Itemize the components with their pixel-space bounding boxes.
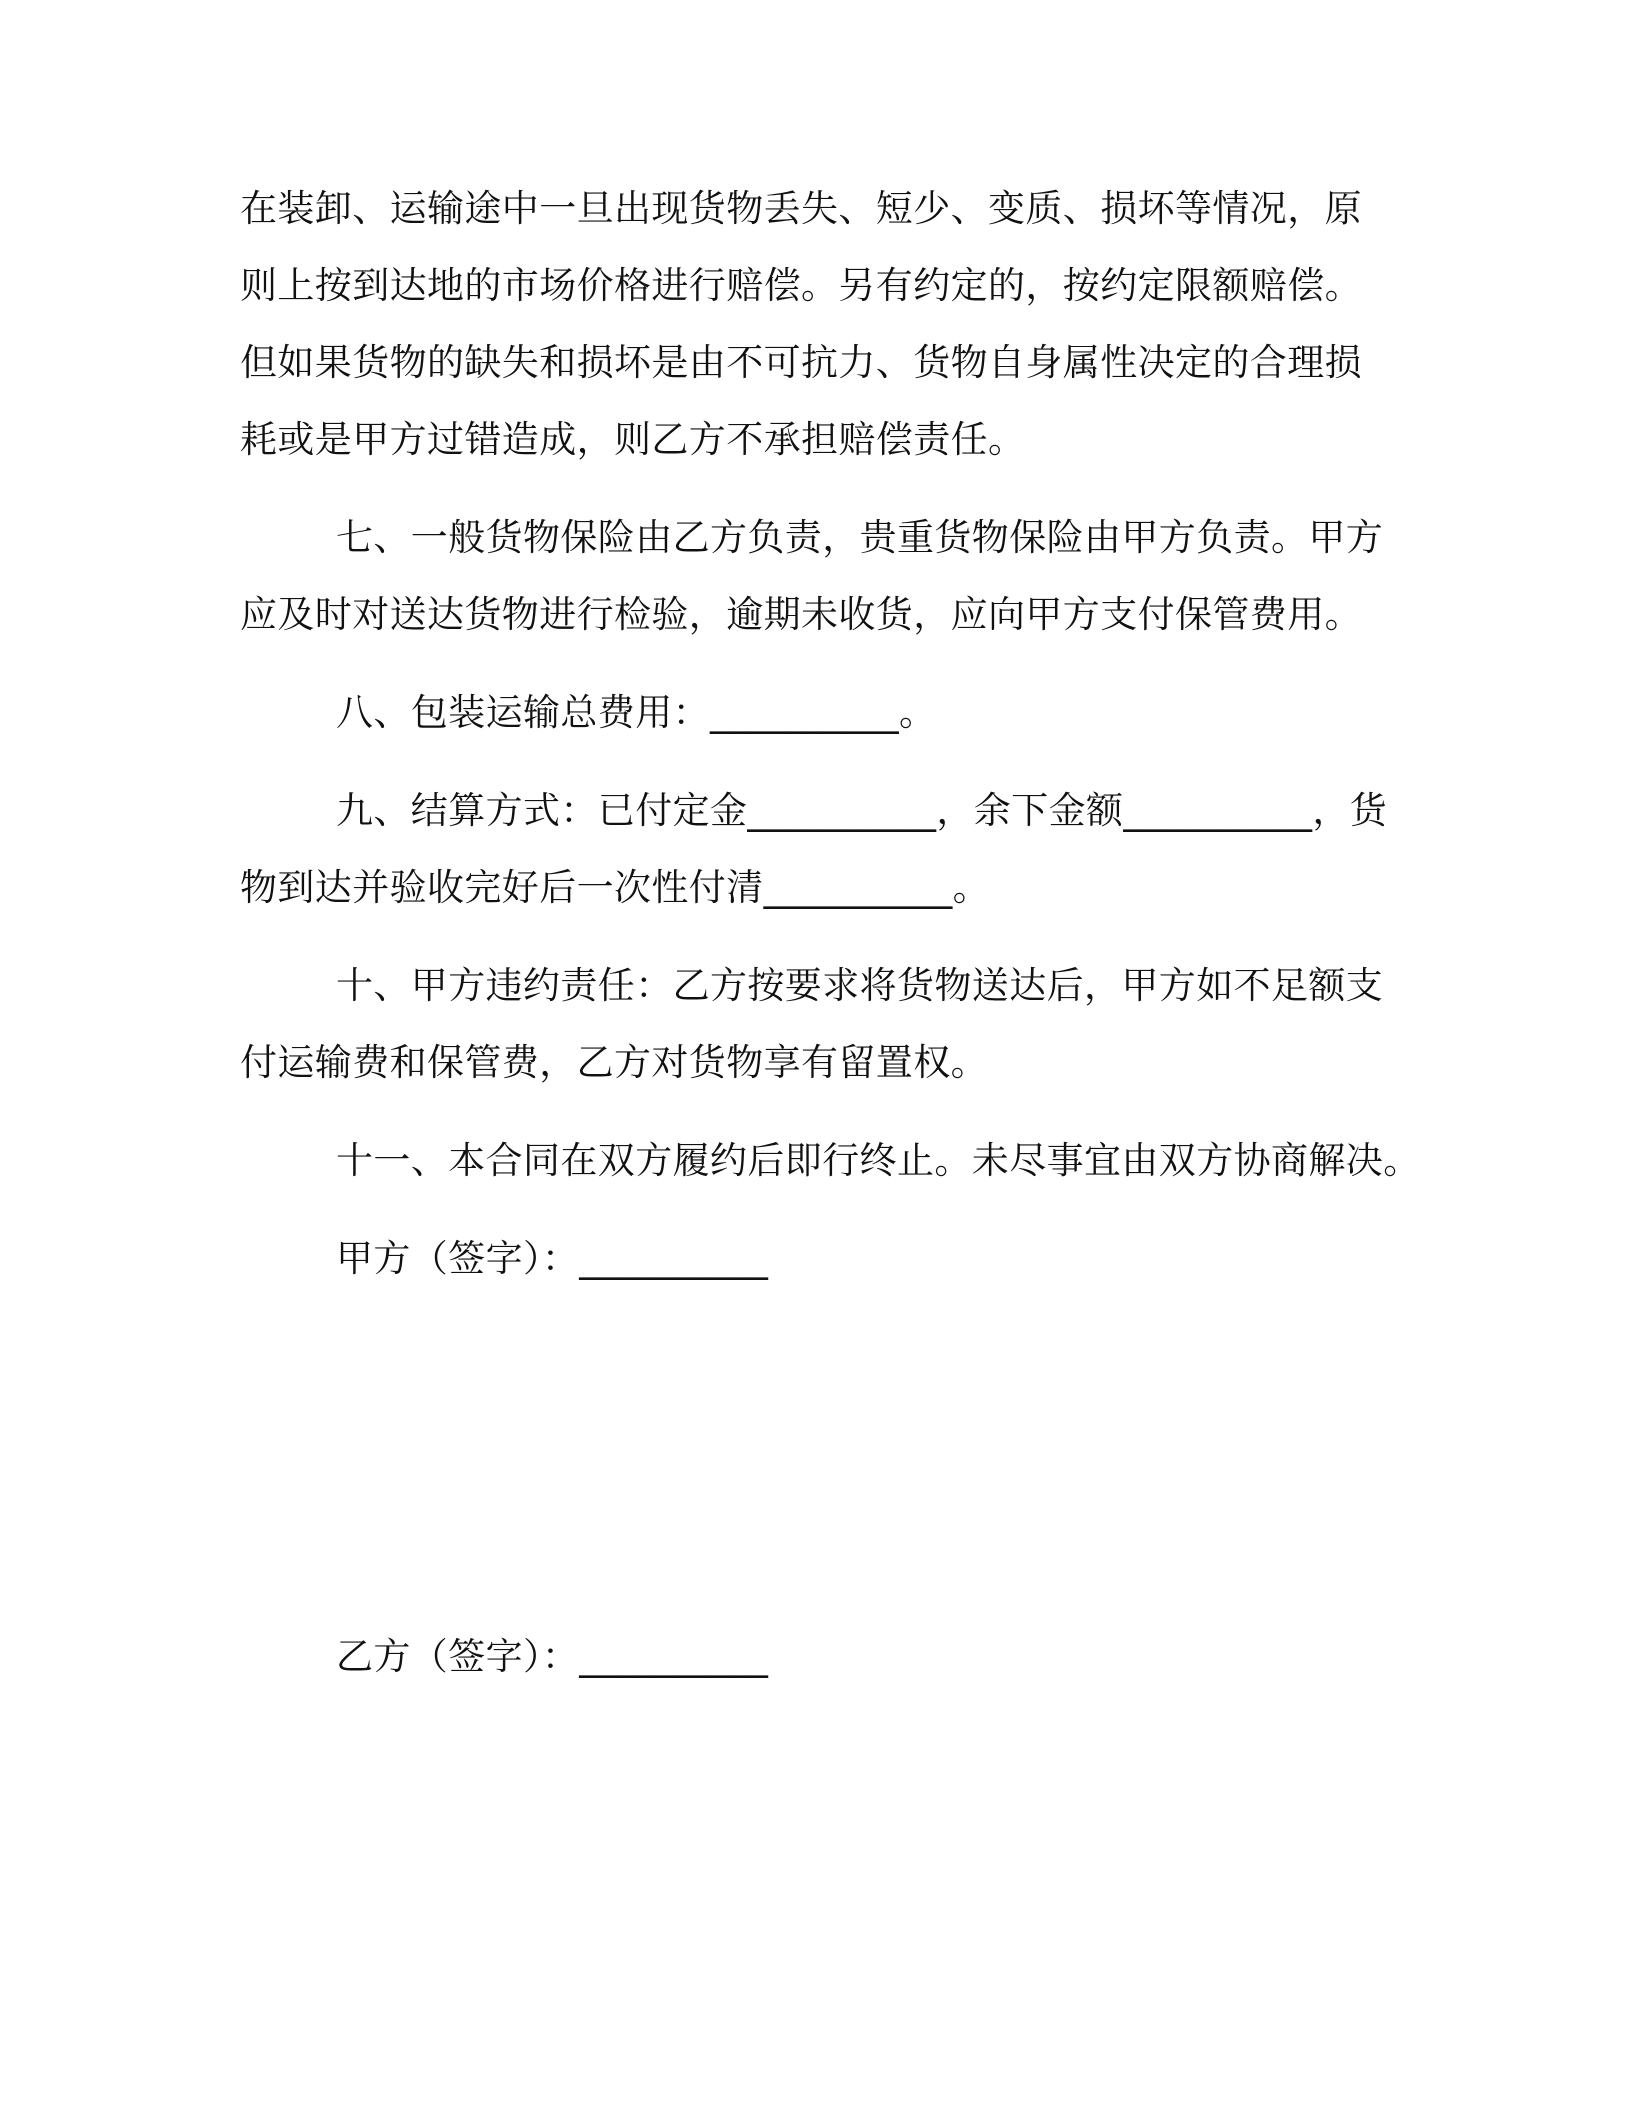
clause-11 [240,1139,1421,1182]
signature-party-b [240,1635,1400,1678]
text-line: 但如果货物的缺失和损坏是由不可抗力、货物自身属性决定的合理损 [240,341,1362,384]
text-line: 七、一般货物保险由乙方负责，贵重货物保险由甲方负责。甲方 [336,516,1384,559]
clause-9 [240,789,1400,909]
text-line: 十、甲方违约责任：乙方按要求将货物送达后，甲方如不足额支 [336,964,1384,1007]
text-line: 耗或是甲方过错造成，则乙方不承担赔偿责任。 [240,418,1026,461]
text-line: 付运输费和保管费，乙方对货物享有留置权。 [240,1041,988,1084]
signature-line-party-a: 甲方（签字）：__________ [336,1237,769,1280]
text-line: 则上按到达地的市场价格进行赔偿。另有约定的，按约定限额赔偿。 [240,264,1362,307]
clause-7 [240,516,1400,636]
clause-10 [240,964,1400,1084]
text-line: 物到达并验收完好后一次性付清__________。 [240,866,990,909]
text-line: 九、结算方式：已付定金__________，余下金额__________，货 [336,789,1388,832]
signature-line-party-b: 乙方（签字）：__________ [336,1635,769,1678]
text-line: 十一、本合同在双方履约后即行终止。未尽事宜由双方协商解决。 [336,1139,1421,1182]
clause-8 [240,691,1400,734]
contract-page [240,187,1421,1678]
text-line: 八、包装运输总费用：__________。 [336,691,937,734]
text-line: 在装卸、运输途中一旦出现货物丢失、短少、变质、损坏等情况，原 [240,187,1362,230]
text-line: 应及时对送达货物进行检验，逾期未收货，应向甲方支付保管费用。 [240,593,1362,636]
signature-party-a [240,1237,1400,1280]
clause-6-continuation [240,187,1400,461]
